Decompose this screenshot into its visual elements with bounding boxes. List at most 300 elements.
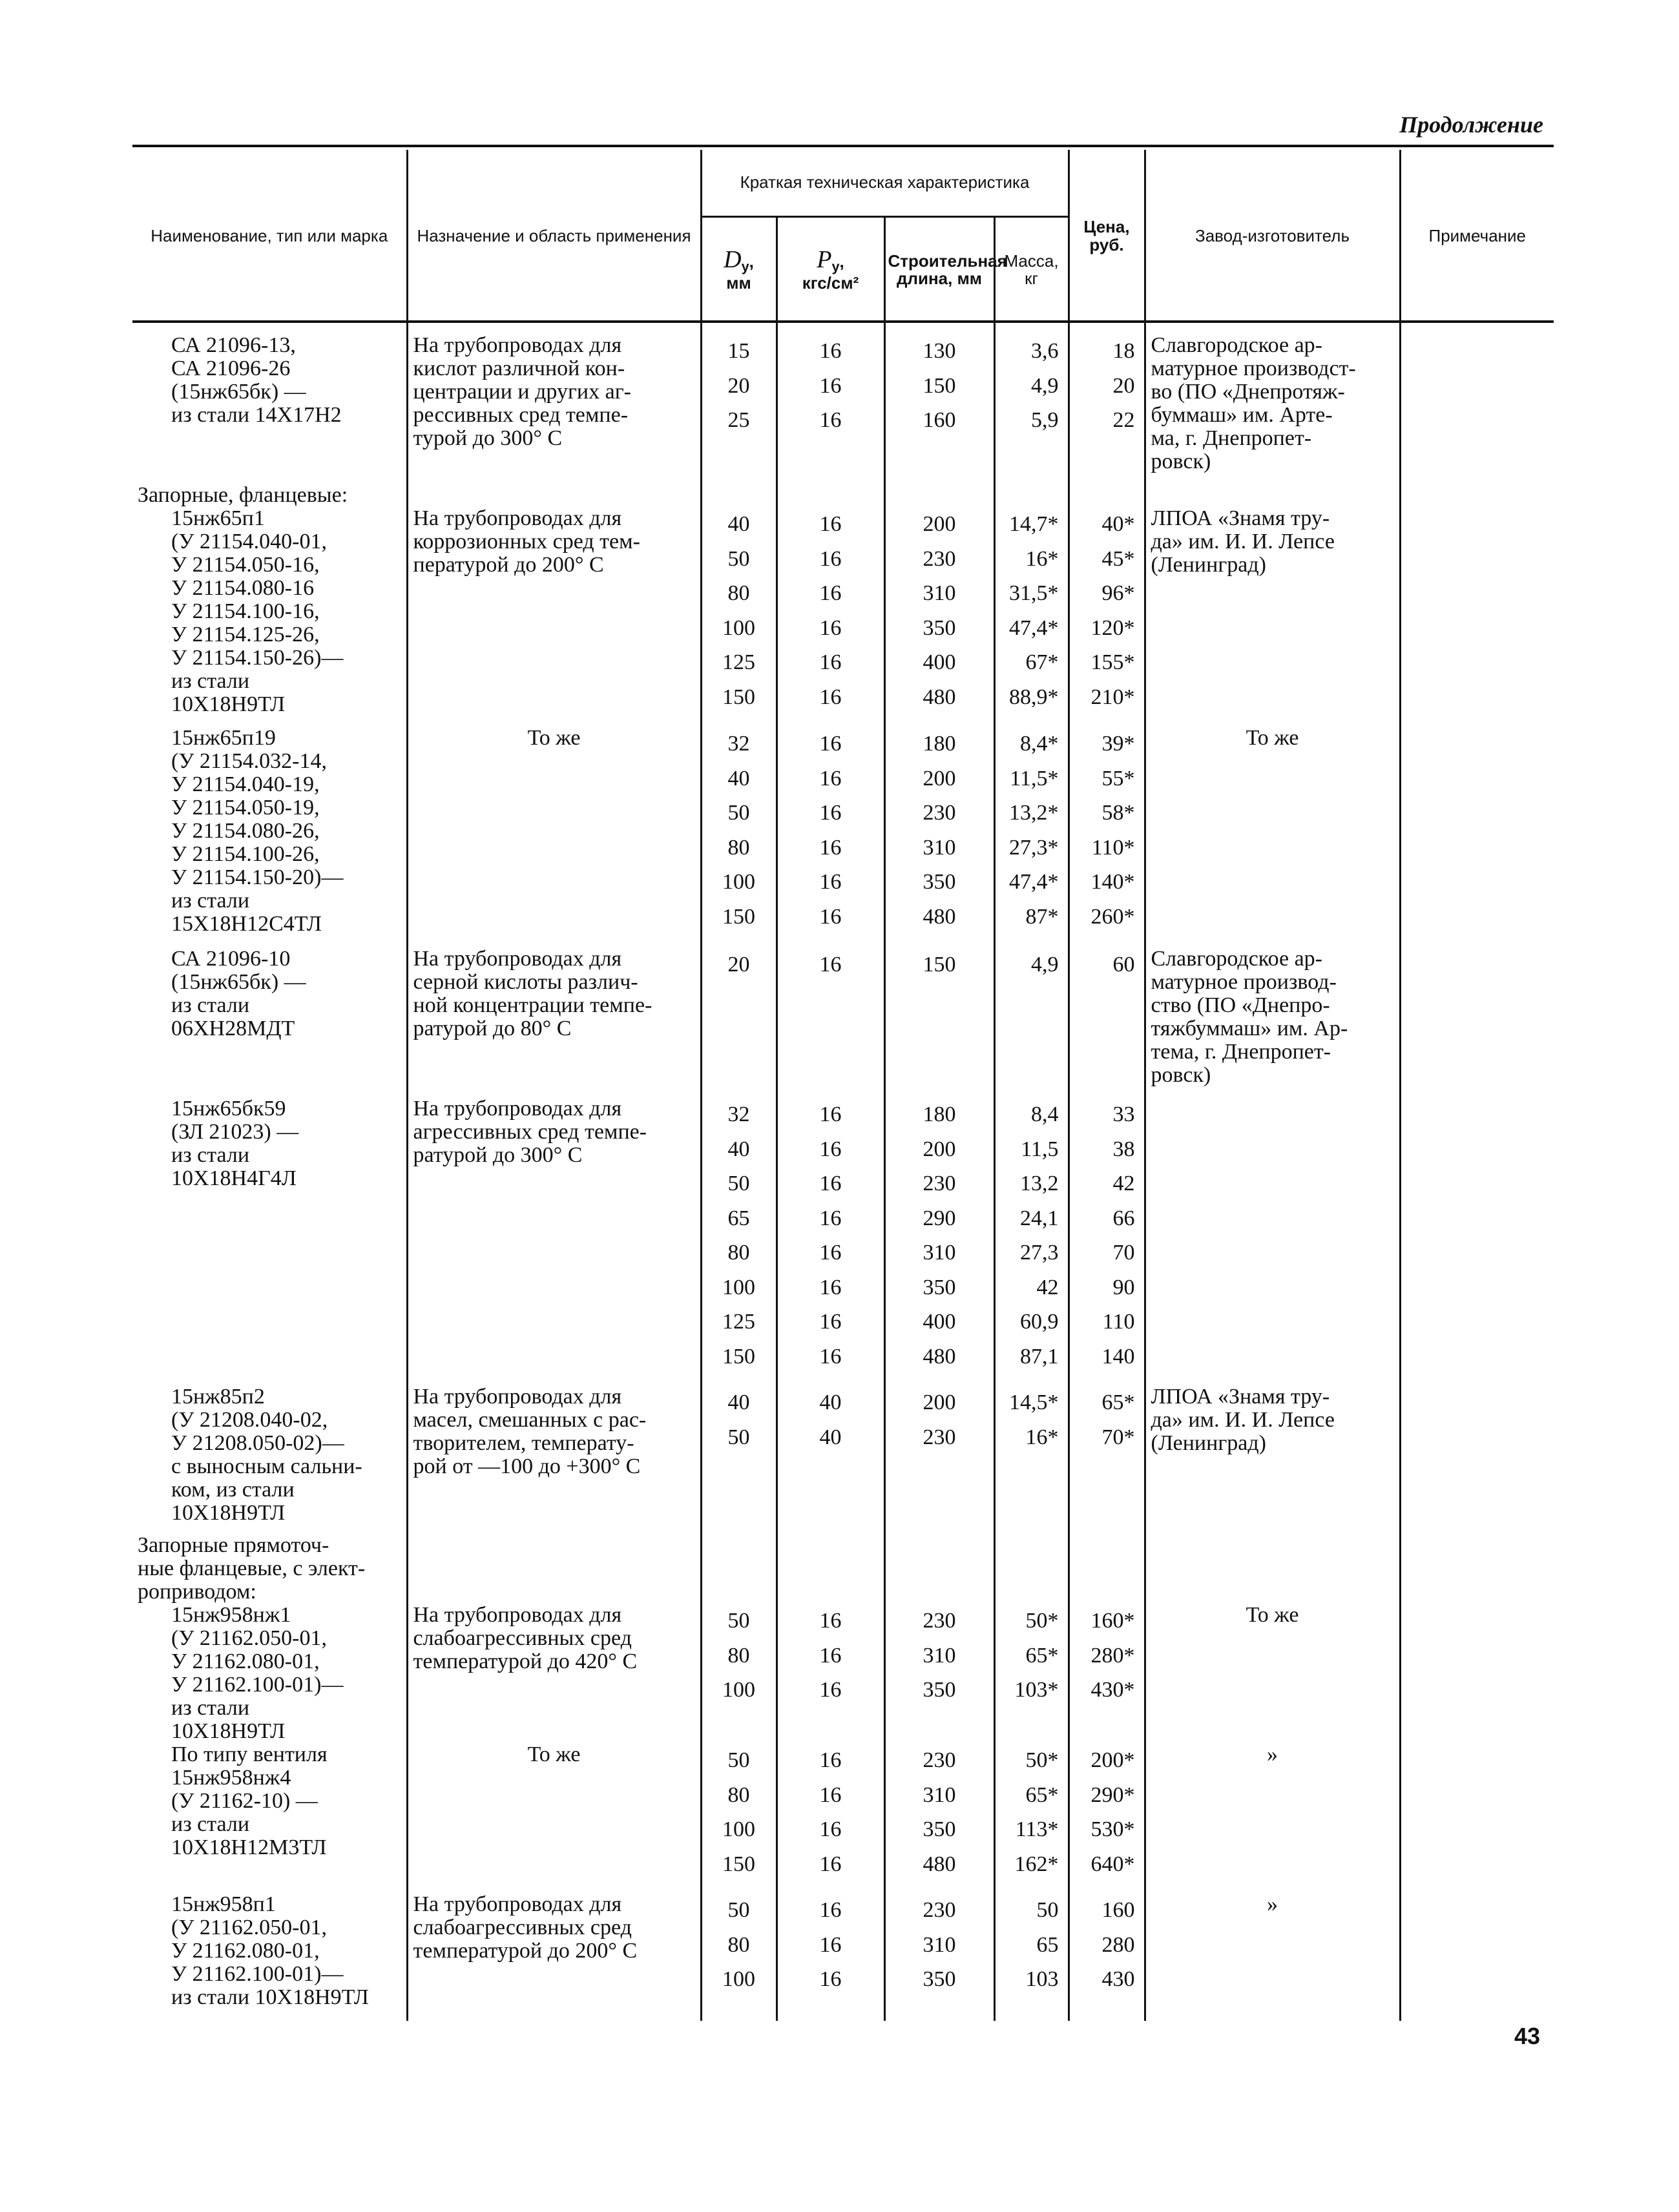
dy-values — [707, 727, 771, 934]
name-line: (У 21154.032-14, — [171, 749, 327, 773]
maker-line: матурное производст- — [1151, 357, 1356, 380]
py-value: 16 — [819, 1275, 842, 1299]
dy-value: 32 — [727, 1102, 750, 1126]
purpose-line: На трубопроводах для — [413, 1097, 622, 1121]
price-value: 110 — [1102, 1310, 1135, 1334]
mass-values — [1001, 484, 1063, 714]
len-value: 180 — [923, 1102, 956, 1126]
dy-value: 15 — [727, 339, 750, 363]
price-value: 430* — [1090, 1678, 1135, 1702]
dy-value: 40 — [727, 1390, 750, 1414]
cell-price — [1069, 1743, 1145, 1881]
mass-value: 50* — [1025, 1609, 1059, 1633]
name-line: 10Х18Н9ТЛ — [171, 1501, 286, 1525]
name-line: У 21154.050-16, — [171, 553, 320, 577]
cell-len — [884, 1385, 994, 1525]
name-line: По типу вентиля — [171, 1742, 328, 1766]
price-value: 22 — [1112, 408, 1135, 432]
maker-line: То же — [1246, 726, 1299, 750]
price-value: 120* — [1090, 615, 1135, 640]
price-value: 66 — [1112, 1206, 1135, 1230]
group-heading: Запорные, фланцевые: — [138, 483, 348, 507]
cell-mass — [994, 1893, 1069, 2009]
price-value: 160 — [1101, 1898, 1135, 1922]
name-line: 15нж958нж4 — [171, 1766, 291, 1790]
name-line: из стали — [171, 889, 250, 913]
dy-value: 80 — [727, 581, 750, 605]
py-value: 16 — [819, 953, 842, 977]
cell-len — [884, 947, 994, 1087]
continued-label: Продолжение — [1399, 112, 1543, 138]
name-line: 10Х18Н12М3ТЛ — [171, 1835, 327, 1859]
cell-mass — [994, 1385, 1069, 1525]
name-line: У 21162.080-01, — [171, 1939, 320, 1963]
len-value: 230 — [923, 1898, 956, 1922]
maker-line: » — [1267, 1892, 1278, 1916]
cell-note — [1400, 1385, 1554, 1525]
cell-dy — [701, 1743, 777, 1881]
cell-purpose — [407, 1534, 701, 1743]
dy-value: 100 — [722, 1678, 755, 1702]
name-line: 06ХН28МДТ — [171, 1017, 295, 1040]
py-value: 16 — [819, 870, 842, 894]
purpose-line: На трубопроводах для — [413, 506, 622, 530]
cell-purpose — [407, 727, 701, 936]
purpose-line: коррозионных сред тем- — [413, 530, 640, 553]
price-value: 140 — [1101, 1344, 1135, 1369]
purpose-line: слабоагрессивных сред — [413, 1626, 632, 1650]
table-row — [132, 1097, 1554, 1374]
py-subscript: у — [831, 258, 840, 275]
price-value: 96* — [1101, 581, 1135, 605]
table-row — [132, 947, 1554, 1087]
cell-price — [1069, 484, 1145, 716]
name-line: У 21154.050-19, — [171, 796, 320, 820]
cell-name — [132, 1534, 407, 1743]
price-value: 260* — [1090, 904, 1135, 929]
table-body — [132, 322, 1554, 2021]
purpose-line: ратурой до 80° С — [413, 1017, 572, 1040]
py-value: 16 — [819, 615, 842, 640]
name-line: У 21154.080-16 — [171, 576, 315, 600]
cell-maker — [1145, 947, 1400, 1087]
maker-line: ЛПОА «Знамя тру- — [1151, 1385, 1330, 1409]
spacer — [1151, 484, 1394, 507]
cell-purpose — [407, 334, 701, 473]
price-value: 33 — [1112, 1102, 1135, 1126]
purpose-line: творителем, температу- — [413, 1431, 634, 1455]
price-value: 18 — [1112, 339, 1135, 363]
len-value: 310 — [923, 1783, 956, 1807]
py-value: 16 — [819, 1748, 842, 1772]
price-value: 140* — [1090, 870, 1135, 894]
dy-value: 125 — [722, 1310, 755, 1334]
price-value: 530* — [1090, 1817, 1135, 1841]
mass-value: 47,4* — [1009, 615, 1059, 640]
col-header-mass: Масса, кг — [994, 217, 1069, 323]
name-line: 10Х18Н9ТЛ — [171, 692, 286, 716]
name-line: из стали 14Х17Н2 — [171, 403, 342, 427]
purpose-line: На трубопроводах для — [413, 1603, 622, 1627]
name-line: (15нж65бк) — — [171, 380, 306, 404]
price-value: 45* — [1101, 546, 1135, 571]
cell-dy — [701, 334, 777, 473]
purpose-line: На трубопроводах для — [413, 1385, 622, 1409]
mass-value: 4,9 — [1031, 373, 1059, 398]
py-value: 16 — [819, 1643, 842, 1668]
py-value: 16 — [819, 1206, 842, 1230]
len-value: 230 — [923, 801, 956, 825]
name-line: из стали — [171, 993, 250, 1017]
purpose-line: ной концентрации темпе- — [413, 993, 652, 1017]
name-line: У 21154.080-26, — [171, 819, 320, 843]
col-header-tech-group: Краткая техническая характеристика — [701, 150, 1069, 217]
dy-value: 20 — [727, 373, 750, 398]
py-value: 16 — [819, 408, 842, 432]
mass-value: 60,9 — [1020, 1310, 1059, 1334]
py-values — [783, 1097, 879, 1374]
mass-values — [1001, 1893, 1063, 1997]
len-value: 230 — [923, 1748, 956, 1772]
cell-len — [884, 1743, 994, 1881]
mass-value: 113* — [1015, 1817, 1059, 1841]
mass-values — [1001, 727, 1063, 934]
mass-value: 11,5* — [1010, 766, 1059, 791]
purpose-line: температурой до 420° С — [413, 1649, 638, 1673]
len-value: 350 — [923, 1967, 956, 1991]
price-values — [1075, 1893, 1139, 1997]
dy-value: 100 — [722, 1275, 755, 1299]
price-value: 39* — [1101, 732, 1135, 756]
cell-purpose — [407, 1893, 701, 2009]
cell-purpose — [407, 484, 701, 716]
cell-maker — [1145, 334, 1400, 473]
maker-line: Славгородское ар- — [1151, 947, 1323, 971]
cell-mass — [994, 334, 1069, 473]
dy-value: 100 — [722, 870, 755, 894]
len-values — [891, 484, 988, 714]
py-value: 16 — [819, 1817, 842, 1841]
mass-value: 47,4* — [1009, 870, 1059, 894]
col-header-price: Цена, руб. — [1069, 150, 1145, 322]
name-line: (У 21208.040-02, — [171, 1408, 328, 1432]
mass-value: 65 — [1036, 1932, 1059, 1957]
mass-value: 27,3 — [1020, 1241, 1059, 1265]
price-values — [1075, 1743, 1139, 1881]
dy-value: 50 — [727, 1172, 750, 1195]
len-value: 350 — [923, 1275, 956, 1299]
len-value: 290 — [923, 1206, 956, 1230]
mass-value: 13,2* — [1009, 801, 1059, 825]
dy-value: 32 — [727, 732, 750, 756]
py-values — [783, 334, 879, 438]
name-line: У 21162.100-01)— — [171, 1962, 344, 1986]
dy-value: 100 — [722, 615, 755, 640]
row-gap — [132, 1525, 1554, 1534]
dy-value: 50 — [727, 1898, 750, 1922]
table-row — [132, 1534, 1554, 1743]
price-value: 280 — [1101, 1932, 1135, 1957]
mass-value: 27,3* — [1009, 835, 1059, 860]
price-value: 58* — [1101, 801, 1135, 825]
cell-price — [1069, 1534, 1145, 1743]
purpose-line: То же — [527, 726, 581, 750]
spacer — [413, 1534, 695, 1604]
name-line: из стали — [171, 1143, 250, 1167]
dy-value: 50 — [727, 1748, 750, 1772]
maker-line: тема, г. Днепропет- — [1151, 1040, 1331, 1064]
spacer — [891, 484, 988, 507]
price-value: 430 — [1101, 1967, 1135, 1991]
len-value: 480 — [923, 1852, 956, 1876]
price-values — [1075, 334, 1139, 438]
py-value: 40 — [819, 1425, 842, 1449]
price-value: 210* — [1090, 685, 1135, 709]
dy-value: 25 — [727, 408, 750, 432]
cell-maker — [1145, 484, 1400, 716]
price-value: 40* — [1101, 512, 1135, 536]
dy-value: 65 — [727, 1206, 750, 1230]
len-value: 200 — [923, 1137, 956, 1161]
mass-values — [1001, 334, 1063, 438]
mass-value: 87,1 — [1020, 1344, 1059, 1369]
cell-purpose — [407, 947, 701, 1087]
py-value: 16 — [819, 581, 842, 605]
mass-values — [1001, 1743, 1063, 1881]
len-values — [891, 947, 988, 982]
dy-value: 80 — [727, 835, 750, 860]
table-row — [132, 1385, 1554, 1525]
top-rule — [132, 145, 1554, 147]
len-value: 310 — [923, 1932, 956, 1957]
dy-value: 100 — [722, 1817, 755, 1841]
cell-maker — [1145, 727, 1400, 936]
price-values — [1075, 484, 1139, 714]
spacer — [1151, 1534, 1394, 1604]
mass-value: 65* — [1025, 1783, 1059, 1807]
dy-symbol: D — [724, 246, 742, 274]
name-line: СА 21096-10 — [171, 947, 291, 971]
cell-purpose — [407, 1097, 701, 1374]
cell-mass — [994, 1097, 1069, 1374]
dy-value: 40 — [727, 1137, 750, 1161]
col-header-py: $P_у$, кгс/см² — [777, 217, 884, 323]
cell-dy — [701, 484, 777, 716]
len-values — [891, 1893, 988, 1997]
dy-value: 150 — [722, 685, 755, 709]
name-line: У 21208.050-02)— — [171, 1431, 344, 1455]
name-line: (У 21162.050-01, — [171, 1916, 327, 1939]
dy-value: 50 — [727, 801, 750, 825]
price-value: 160* — [1090, 1609, 1135, 1633]
mass-value: 31,5* — [1009, 581, 1059, 605]
mass-value: 87* — [1025, 904, 1059, 929]
cell-py — [777, 1893, 884, 2009]
dy-values — [707, 334, 771, 438]
mass-value: 13,2 — [1020, 1172, 1059, 1195]
spacer — [1075, 484, 1139, 507]
cell-mass — [994, 727, 1069, 936]
mass-value: 88,9* — [1009, 685, 1059, 709]
py-value: 16 — [819, 1783, 842, 1807]
price-value: 60 — [1112, 953, 1135, 977]
mass-value: 4,9 — [1031, 953, 1059, 977]
table-row — [132, 334, 1554, 473]
table-row — [132, 1893, 1554, 2009]
len-value: 350 — [923, 1678, 956, 1702]
maker-line: ровск) — [1151, 450, 1211, 473]
price-value: 290* — [1090, 1783, 1135, 1807]
mass-value: 50* — [1025, 1748, 1059, 1772]
name-line: из стали — [171, 669, 250, 693]
mass-value: 103 — [1025, 1967, 1059, 1991]
group-heading-line: Запорные прямоточ- — [138, 1533, 329, 1557]
name-line: 15нж958п1 — [171, 1892, 276, 1916]
cell-name — [132, 484, 407, 716]
price-value: 155* — [1090, 650, 1135, 674]
cell-dy — [701, 1534, 777, 1743]
maker-line: да» им. И. И. Лепсе — [1151, 1408, 1335, 1432]
spacer — [783, 1534, 879, 1604]
mass-value: 67* — [1025, 650, 1059, 674]
dy-value: 80 — [727, 1783, 750, 1807]
cell-py — [777, 1534, 884, 1743]
group-heading-line: роприводом: — [138, 1580, 256, 1604]
name-line: (У 21154.040-01, — [171, 530, 327, 553]
mass-value: 65* — [1025, 1643, 1059, 1668]
name-line: из стали — [171, 1696, 250, 1720]
cell-len — [884, 334, 994, 473]
cell-py — [777, 334, 884, 473]
py-value: 16 — [819, 1344, 842, 1369]
cell-name — [132, 727, 407, 936]
cell-maker — [1145, 1893, 1400, 2009]
cell-note — [1400, 1534, 1554, 1743]
cell-name — [132, 1743, 407, 1881]
mass-values — [1001, 1534, 1063, 1708]
len-value: 480 — [923, 1344, 956, 1369]
name-line: 15Х18Н12С4ТЛ — [171, 912, 322, 936]
len-value: 180 — [923, 732, 956, 756]
cell-mass — [994, 484, 1069, 716]
py-values — [783, 1534, 879, 1708]
valve-spec-table — [132, 150, 1554, 2021]
name-line: 10Х18Н9ТЛ — [171, 1719, 286, 1743]
spacer — [707, 1534, 771, 1604]
py-value: 16 — [819, 801, 842, 825]
purpose-line: ратурой до 300° С — [413, 1143, 583, 1167]
len-value: 230 — [923, 1425, 956, 1449]
name-line: из стали — [171, 1812, 250, 1836]
dy-subscript: у — [741, 258, 749, 275]
maker-line: буммаш» им. Арте- — [1151, 403, 1333, 427]
dy-values — [707, 484, 771, 714]
py-values — [783, 947, 879, 982]
len-value: 400 — [923, 650, 956, 674]
dy-value: 50 — [727, 546, 750, 571]
maker-line: (Ленинград) — [1151, 1431, 1266, 1455]
dy-value: 40 — [727, 512, 750, 536]
maker-line: ма, г. Днепропет- — [1151, 426, 1312, 450]
price-value: 200* — [1090, 1748, 1135, 1772]
cell-price — [1069, 1385, 1145, 1525]
py-value: 16 — [819, 1609, 842, 1633]
cell-dy — [701, 1385, 777, 1525]
mass-value: 14,7* — [1009, 512, 1059, 536]
name-line: 15нж65п1 — [171, 506, 265, 530]
dy-value: 80 — [727, 1932, 750, 1957]
name-line: У 21154.040-19, — [171, 772, 320, 796]
len-value: 200 — [923, 1390, 956, 1414]
mass-value: 11,5 — [1021, 1137, 1059, 1161]
purpose-line: серной кислоты различ- — [413, 970, 638, 994]
cell-purpose — [407, 1743, 701, 1881]
maker-line: ровск) — [1151, 1063, 1211, 1087]
len-value: 150 — [923, 953, 956, 977]
cell-dy — [701, 1097, 777, 1374]
len-value: 160 — [923, 408, 956, 432]
name-line: 15нж958нж1 — [171, 1603, 291, 1627]
row-gap — [132, 1087, 1554, 1097]
name-line: СА 21096-13, — [171, 333, 296, 357]
dy-value: 20 — [727, 953, 750, 977]
cell-name — [132, 947, 407, 1087]
spacer — [1001, 484, 1063, 507]
mass-value: 8,4* — [1020, 732, 1059, 756]
price-value: 110* — [1091, 835, 1135, 860]
len-value: 400 — [923, 1310, 956, 1334]
dy-values — [707, 1743, 771, 1881]
maker-line: матурное производ- — [1151, 970, 1337, 994]
purpose-line: турой до 300° С — [413, 426, 563, 450]
maker-line: да» им. И. И. Лепсе — [1151, 530, 1335, 553]
cell-py — [777, 947, 884, 1087]
purpose-line: На трубопроводах для — [413, 333, 622, 357]
py-value: 16 — [819, 1678, 842, 1702]
name-line: У 21162.100-01)— — [171, 1673, 344, 1697]
maker-line: (Ленинград) — [1151, 553, 1266, 577]
mass-value: 162* — [1014, 1852, 1059, 1876]
py-value: 16 — [819, 1898, 842, 1922]
price-value: 70* — [1101, 1425, 1135, 1449]
maker-line: тяжбуммаш» им. Ар- — [1151, 1017, 1348, 1040]
cell-note — [1400, 1743, 1554, 1881]
col-header-length: Строительная длина, мм — [884, 217, 994, 323]
price-value: 38 — [1112, 1137, 1135, 1161]
py-value: 16 — [819, 1967, 842, 1991]
cell-mass — [994, 1743, 1069, 1881]
py-value: 16 — [819, 1310, 842, 1334]
purpose-line: центрации и других аг- — [413, 380, 631, 404]
cell-note — [1400, 1097, 1554, 1374]
len-value: 480 — [923, 904, 956, 929]
py-symbol: P — [817, 246, 832, 274]
py-value: 16 — [819, 373, 842, 398]
name-line: 15нж85п2 — [171, 1385, 265, 1409]
name-line: (У 21162-10) — — [171, 1789, 318, 1813]
len-value: 480 — [923, 685, 956, 709]
purpose-line: На трубопроводах для — [413, 947, 622, 971]
py-value: 16 — [819, 339, 842, 363]
mass-value: 8,4 — [1031, 1102, 1059, 1126]
py-value: 16 — [819, 685, 842, 709]
dy-value: 150 — [722, 1344, 755, 1369]
cell-purpose — [407, 1385, 701, 1525]
len-value: 200 — [923, 766, 956, 791]
cell-note — [1400, 947, 1554, 1087]
cell-py — [777, 727, 884, 936]
spacer — [783, 484, 879, 507]
